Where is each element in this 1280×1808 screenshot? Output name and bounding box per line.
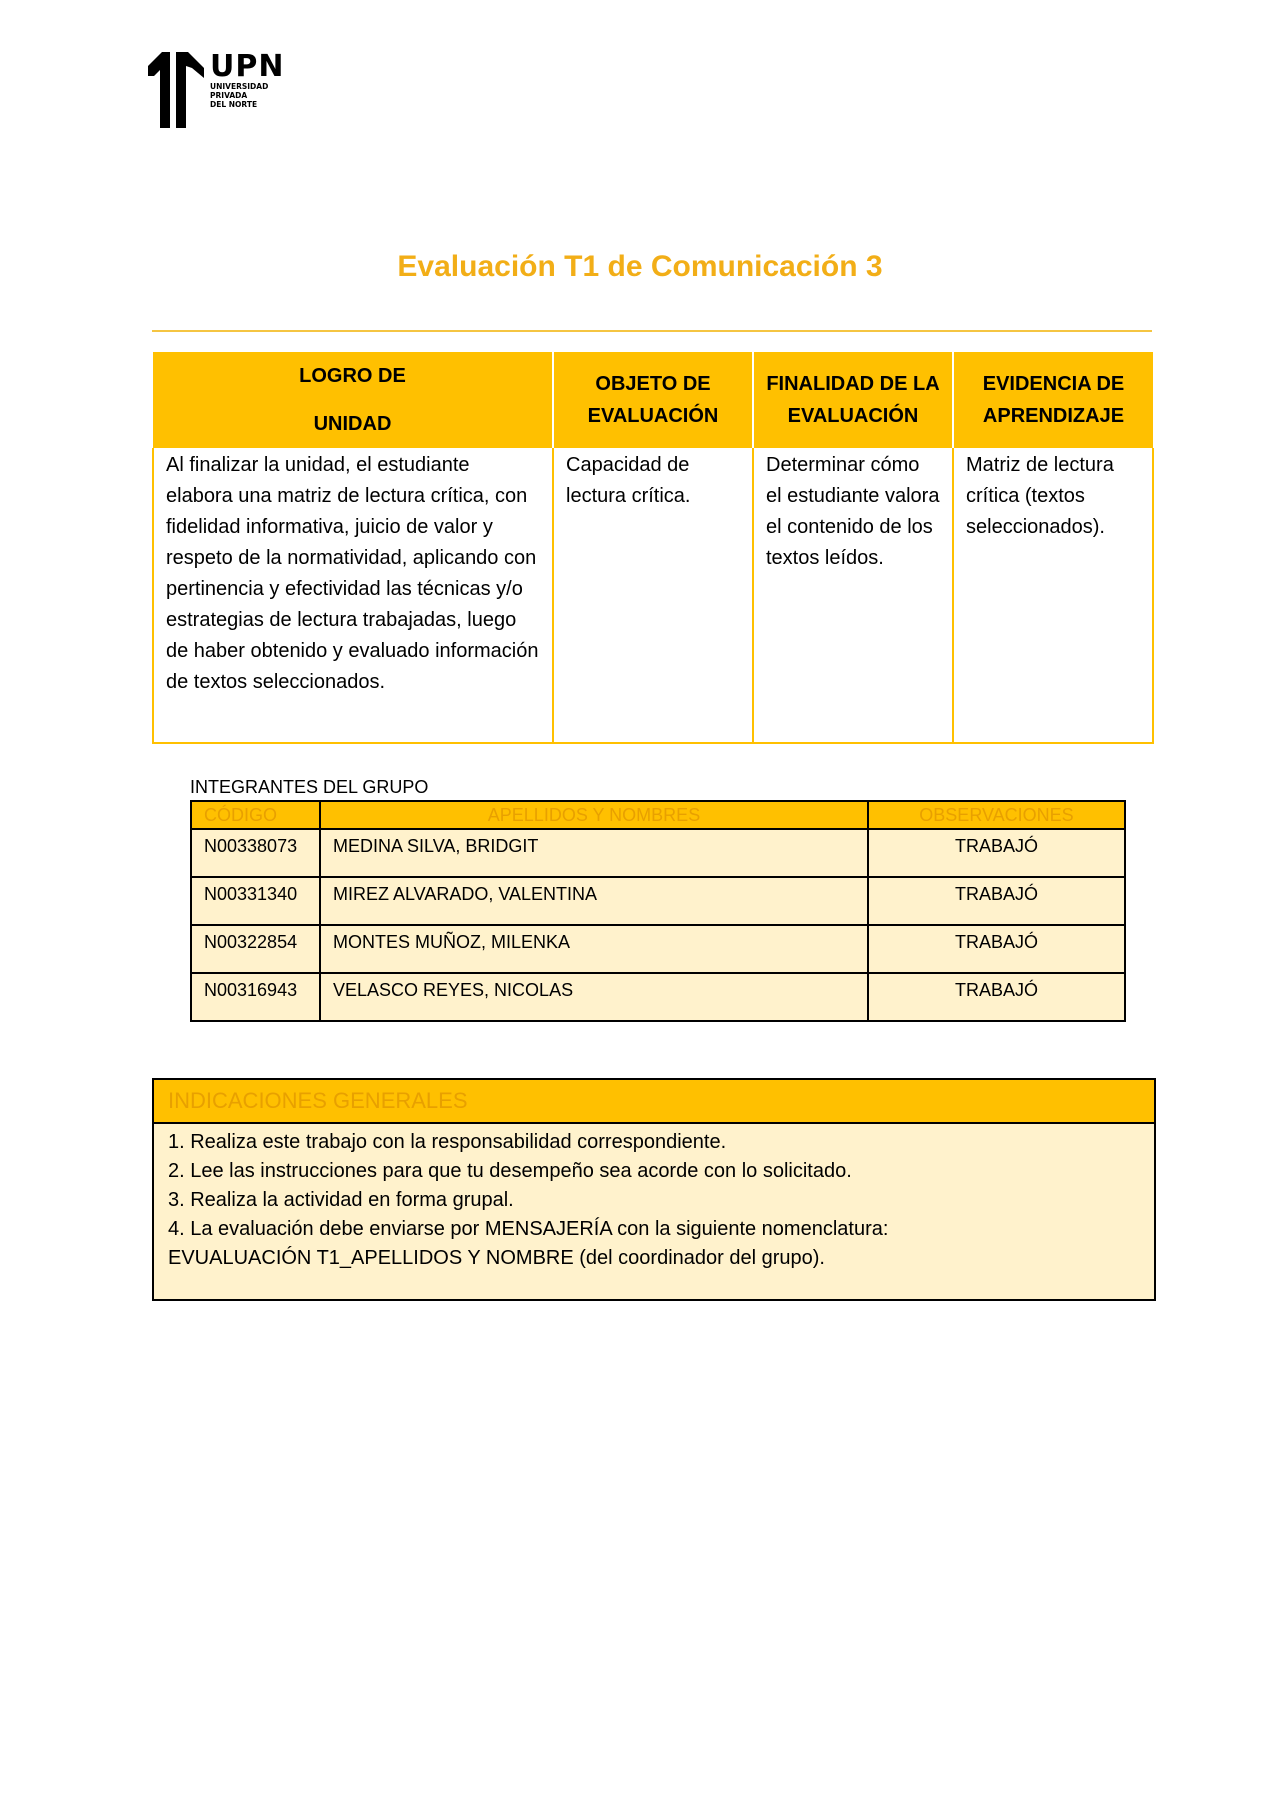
header-evidencia (953, 352, 1153, 448)
cell-codigo: N00331340 (191, 877, 320, 925)
table-row (191, 973, 1125, 1021)
instruction-item: 2. Lee las instrucciones para que tu desempeño sea acorde con lo solicitado. (168, 1160, 852, 1182)
group-table (190, 800, 1126, 1022)
cell-logro: Al finalizar la unidad, el estudiante elabora una matriz de lectura crítica, con fidelidad informativa, juicio de valor y respeto de la normatividad, aplicando con pertinencia y efectividad las técnicas y/o estrategias de lectura trabajadas, luego de haber obtenido y evaluado información de textos seleccionados. (153, 448, 553, 743)
header-logro (153, 352, 553, 448)
instruction-item: 1. Realiza este trabajo con la responsabilidad correspondiente. (168, 1131, 727, 1153)
header-codigo: CÓDIGO (191, 801, 320, 829)
cell-finalidad: Determinar cómo el estudiante valora el contenido de los textos leídos. (753, 448, 953, 743)
instructions-box (152, 1078, 1156, 1301)
cell-observacion: TRABAJÓ (868, 973, 1125, 1021)
table-row (191, 829, 1125, 877)
header-objeto-line1: OBJETO DE (595, 373, 711, 395)
upn-arrow-icon (148, 52, 204, 128)
instruction-item: 4. La evaluación debe enviarse por MENSAJERÍA con la siguiente nomenclatura: (168, 1218, 889, 1240)
cell-codigo: N00322854 (191, 925, 320, 973)
evaluation-table (152, 352, 1154, 744)
upn-logo (148, 49, 285, 128)
header-observaciones: OBSERVACIONES (868, 801, 1125, 829)
header-nombres: APELLIDOS Y NOMBRES (320, 801, 868, 829)
cell-observacion: TRABAJÓ (868, 925, 1125, 973)
instructions-body (154, 1124, 1154, 1299)
group-header-row (191, 801, 1125, 829)
cell-observacion: TRABAJÓ (868, 877, 1125, 925)
cell-nombre: VELASCO REYES, NICOLAS (320, 973, 868, 1021)
cell-nombre: MONTES MUÑOZ, MILENKA (320, 925, 868, 973)
table-row (191, 925, 1125, 973)
header-evidencia-line2: APRENDIZAJE (982, 405, 1125, 427)
header-finalidad-line1: FINALIDAD DE LA (766, 373, 940, 395)
logo-subtitle-1: UNIVERSIDAD (210, 82, 269, 91)
cell-codigo: N00316943 (191, 973, 320, 1021)
header-objeto-line2: EVALUACIÓN (587, 405, 719, 427)
evaluation-header-row (153, 352, 1153, 448)
logo-subtitle-3: DEL NORTE (210, 100, 258, 109)
cell-nombre: MIREZ ALVARADO, VALENTINA (320, 877, 868, 925)
header-finalidad-line2: EVALUACIÓN (787, 405, 919, 427)
header-evidencia-line1: EVIDENCIA DE (982, 373, 1125, 395)
cell-evidencia: Matriz de lectura crítica (textos seleccionados). (953, 448, 1153, 743)
logo-wordmark (210, 49, 285, 109)
title-divider (152, 330, 1152, 332)
evaluation-content-row (153, 448, 1153, 743)
group-label: INTEGRANTES DEL GRUPO (190, 777, 429, 797)
header-finalidad (753, 352, 953, 448)
instruction-item: 3. Realiza la actividad en forma grupal. (168, 1189, 514, 1211)
cell-observacion: TRABAJÓ (868, 829, 1125, 877)
header-logro-line1: LOGRO DE (299, 365, 406, 387)
header-objeto (553, 352, 753, 448)
logo-name: UPN (210, 49, 285, 84)
table-row (191, 877, 1125, 925)
cell-codigo: N00338073 (191, 829, 320, 877)
instructions-heading: INDICACIONES GENERALES (154, 1080, 1154, 1124)
logo-subtitle-2: PRIVADA (210, 91, 248, 100)
cell-objeto: Capacidad de lectura crítica. (553, 448, 753, 743)
cell-nombre: MEDINA SILVA, BRIDGIT (320, 829, 868, 877)
page-title: Evaluación T1 de Comunicación 3 (397, 250, 883, 283)
instruction-item: EVUALUACIÓN T1_APELLIDOS Y NOMBRE (del coordinador del grupo). (168, 1247, 825, 1269)
header-logro-line2: UNIDAD (313, 413, 392, 435)
